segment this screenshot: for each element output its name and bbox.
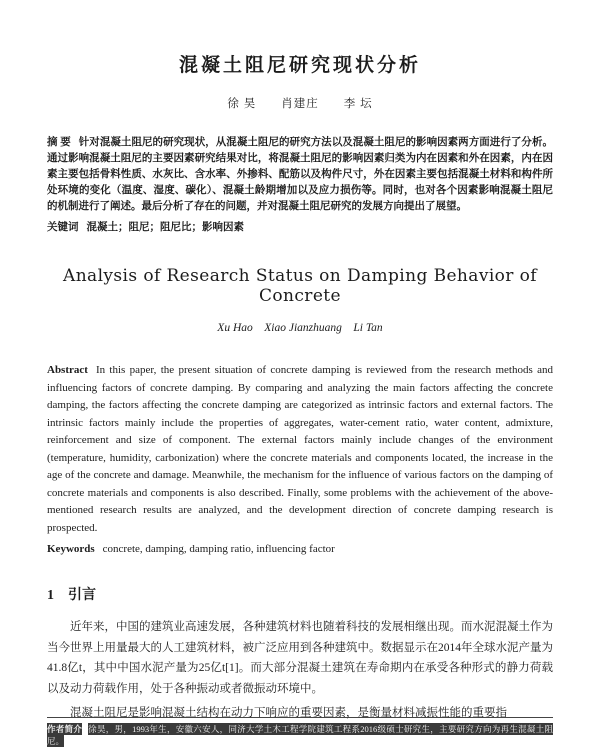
abstract-chinese	[47, 135, 553, 215]
paper-title-english: Analysis of Research Status on Damping Behavior of Concrete	[63, 266, 537, 306]
abstract-chinese-text: 针对混凝土阻尼的研究现状，从混凝土阻尼的研究方法以及混凝土阻尼的影响因素两方面进行了分析。通过影响混凝土阻尼的主要因素研究结果对比，将混凝土阻尼的影响因素归类为内在因素和外在因素，内在因素主要包括骨料性质、水灰比、含水率、外掺料、配筋以及构件尺寸，外在因素主要包括混凝土材料和构件所处环境的变化（温度、湿度、碳化）、混凝土龄期增加以及应力损伤等。同时，也对各个因素影响混凝土阻尼的机制进行了阐述。最后分析了存在的问题，并对混凝土阻尼研究的发展方向提出了展望。	[47, 137, 554, 212]
section-heading-introduction: 1 引言	[47, 588, 96, 603]
abstract-english	[47, 362, 553, 537]
keywords-chinese-label: 关键词	[47, 222, 79, 233]
body-paragraph-2: 混凝土阻尼是影响混凝土结构在动力下响应的重要因素，是衡量材料减振性能的重要指	[70, 707, 507, 719]
authors-english: Xu Hao Xiao Jianzhuang Li Tan	[217, 322, 383, 334]
abstract-english-text: In this paper, the present situation of concrete damping is reviewed from the research methods and influencing factors of concrete damping. By comparing and analyzing the main factors affecting the concrete damping, the factors affecting the concrete damping are categorized as intrinsic factors and external factors. The intrinsic factors mainly include the properties of aggregates, water-cement ratio, water content, admixture, reinforcement and size of component. The external factors mainly include changes of the environment (temperature, humidity, carbonization) where the concrete materials and components located, the increase in the age of the concrete and damage. Meanwhile, the mechanism for the influence of various factors on the damping of concrete materials and components is also described. Finally, some problems with the achievement of the above-mentioned research results are analyzed, and the development direction of concrete damping research is prospected.	[47, 364, 553, 534]
keywords-chinese	[47, 220, 553, 236]
paper-title-chinese: 混凝土阻尼研究现状分析	[178, 55, 421, 76]
footnote-label: 作者简介	[47, 724, 83, 734]
body-paragraph-1: 近年来，中国的建筑业高速发展，各种建筑材料也随着科技的发展相继出现。而水泥混凝土作为当今世界上用量最大的人工建筑材料，被广泛应用到各种建筑中。数据显示在2014年全球水泥产量为41.8亿t，其中中国水泥产量为25亿t[1]。而大部分混凝土建筑在寿命期内在承受各种形式的静力荷载以及动力荷载作用，处于各种振动或者微振动环境中。	[47, 621, 553, 695]
author-bio-footnote	[47, 717, 553, 747]
keywords-english-text: concrete, damping, damping ratio, influencing factor	[102, 543, 335, 555]
keywords-chinese-text: 混凝土；阻尼；阻尼比；影响因素	[86, 222, 244, 233]
footnote-text: 徐昊，男，1993年生，安徽六安人，同济大学土木工程学院建筑工程系2016级硕士研究生，主要研究方向为再生混凝土阻尼。	[47, 724, 553, 746]
abstract-english-label: Abstract	[47, 364, 88, 376]
keywords-english-label: Keywords	[47, 543, 95, 555]
keywords-english	[47, 541, 553, 558]
authors-chinese: 徐 昊 肖建庄 李 坛	[227, 98, 373, 110]
abstract-chinese-label: 摘 要	[47, 137, 71, 148]
